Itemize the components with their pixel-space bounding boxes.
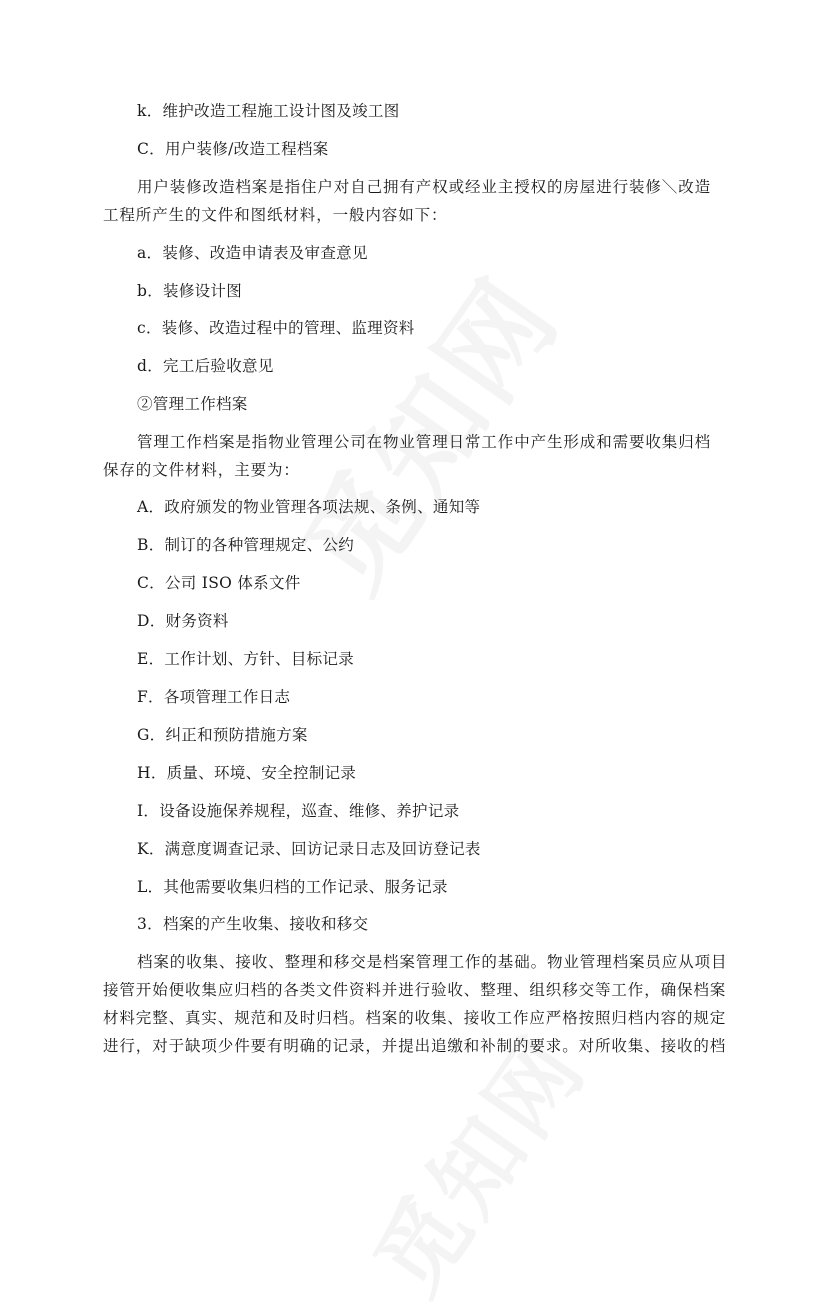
section-heading-management: ②管理工作档案 — [137, 395, 248, 413]
section-heading-collection: 3．档案的产生收集、接收和移交 — [137, 915, 369, 933]
watermark — [259, 241, 588, 617]
paragraph-line: 管理工作档案是指物业管理公司在物业管理日常工作中产生形成和需要收集归档 — [137, 433, 712, 451]
paragraph-line: 接管开始便收集应归档的各类文件资料并进行验收、整理、组织移交等工作，确保档案 — [103, 981, 727, 999]
paragraph-line: 进行，对于缺项少件要有明确的记录，并提出追缴和补制的要求。对所收集、接收的档 — [103, 1037, 727, 1055]
paragraph-line: 档案的收集、接收、整理和移交是档案管理工作的基础。物业管理档案员应从项目 — [137, 953, 728, 971]
list-item: C．公司 ISO 体系文件 — [137, 574, 301, 592]
list-item: c．装修、改造过程中的管理、监理资料 — [137, 319, 415, 337]
list-item: B．制订的各种管理规定、公约 — [137, 536, 355, 554]
paragraph-line: 用户装修改造档案是指住户对自己拥有产权或经业主授权的房屋进行装修＼改造 — [137, 178, 712, 196]
paragraph-line: 工程所产生的文件和图纸材料，一般内容如下： — [103, 206, 448, 224]
list-item: D．财务资料 — [137, 612, 229, 630]
section-heading-renovation: C．用户装修/改造工程档案 — [137, 140, 329, 158]
list-item: L．其他需要收集归档的工作记录、服务记录 — [137, 878, 448, 896]
list-item: H．质量、环境、安全控制记录 — [137, 764, 357, 782]
list-item: E．工作计划、方针、目标记录 — [137, 650, 355, 668]
paragraph-line: 材料完整、真实、规范和及时归档。档案的收集、接收工作应严格按照归档内容的规定 — [103, 1009, 727, 1027]
paragraph-line: 保存的文件材料，主要为： — [103, 461, 300, 479]
list-item: b．装修设计图 — [137, 282, 243, 300]
list-item: a．装修、改造申请表及审查意见 — [137, 244, 368, 262]
list-item: G．纠正和预防措施方案 — [137, 726, 308, 744]
list-item: A．政府颁发的物业管理各项法规、条例、通知等 — [137, 498, 481, 516]
list-item: I．设备设施保养规程，巡查、维修、养护记录 — [137, 802, 460, 820]
list-item: K．满意度调查记录、回访记录日志及回访登记表 — [137, 840, 481, 858]
list-item: F．各项管理工作日志 — [137, 688, 291, 706]
list-item-k: k．维护改造工程施工设计图及竣工图 — [137, 102, 400, 120]
list-item: d．完工后验收意见 — [137, 357, 274, 375]
